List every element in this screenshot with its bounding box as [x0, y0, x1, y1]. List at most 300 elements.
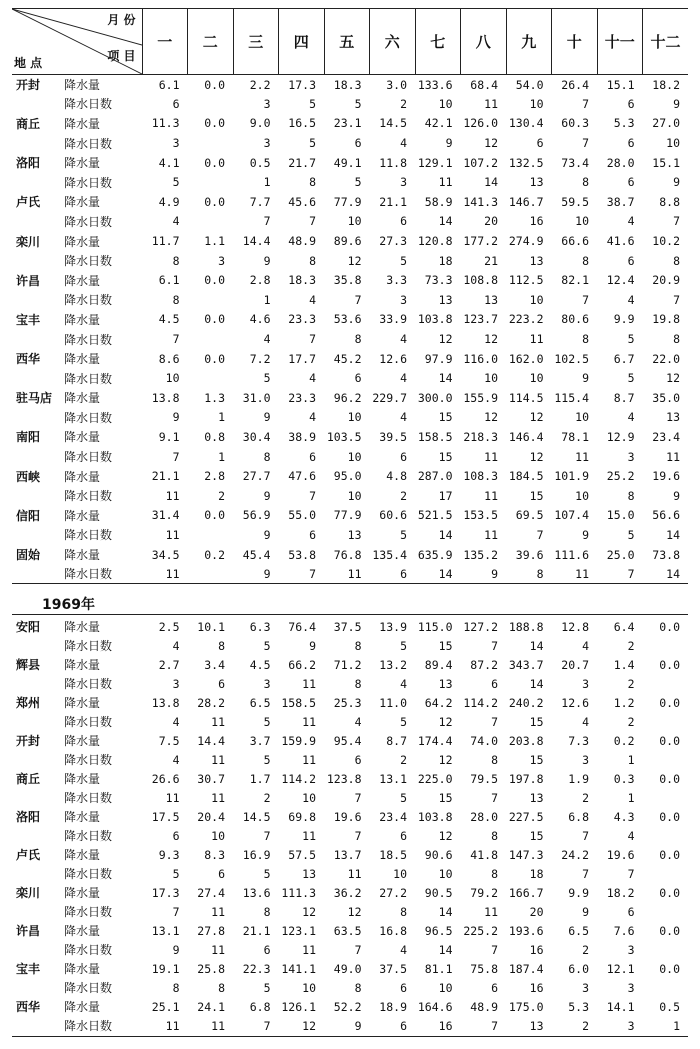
- days-value: 8: [673, 332, 680, 347]
- divider: [12, 614, 688, 615]
- precip-value: 4.5: [158, 312, 180, 327]
- precip-value: 129.1: [417, 155, 453, 170]
- days-value: 11: [575, 566, 589, 581]
- precip-value: 47.6: [288, 469, 316, 484]
- precip-value: 87.2: [470, 657, 498, 672]
- precip-value: 74.0: [470, 733, 498, 748]
- precip-value: 9.3: [158, 847, 180, 862]
- days-value: 4: [627, 828, 635, 843]
- days-value: 1: [218, 410, 225, 425]
- days-value: 13: [529, 175, 544, 190]
- days-value: 13: [302, 866, 316, 881]
- table-row: [12, 731, 688, 750]
- station-name: 驻马店: [16, 391, 53, 406]
- month-header: 八: [461, 9, 507, 75]
- days-value: 2: [263, 790, 271, 805]
- precip-value: 184.5: [508, 469, 544, 484]
- table-row: [12, 75, 688, 95]
- days-value: 8: [309, 253, 316, 268]
- table-row: [12, 978, 688, 997]
- table-row: [12, 388, 688, 408]
- precip-value: 141.3: [463, 194, 498, 209]
- precip-value: 343.7: [508, 657, 544, 672]
- table-row: [12, 310, 688, 330]
- station-name: [12, 447, 62, 467]
- item-precip-label: 降水量: [64, 962, 101, 976]
- station-name: 卢氏: [16, 195, 41, 210]
- table-row: [12, 712, 688, 731]
- precip-value: 225.2: [463, 923, 498, 938]
- precip-value: 7.7: [249, 194, 271, 209]
- days-value: 7: [582, 292, 589, 307]
- days-value: 3: [627, 942, 635, 957]
- precip-value: 28.0: [606, 155, 635, 170]
- precip-value: 0.0: [204, 77, 225, 92]
- precip-value: 81.1: [424, 961, 453, 976]
- days-value: [188, 290, 234, 310]
- days-value: 1: [263, 292, 271, 307]
- precip-value: 8.3: [204, 847, 225, 862]
- precip-value: 4.9: [158, 194, 180, 209]
- days-value: 16: [529, 980, 544, 995]
- days-value: 7: [627, 566, 635, 581]
- days-value: 11: [347, 866, 362, 881]
- table-row: [12, 408, 688, 428]
- days-value: 7: [263, 214, 271, 229]
- days-value: 6: [400, 449, 407, 464]
- item-days-label: 降水日数: [64, 829, 113, 843]
- days-value: 4: [172, 214, 180, 229]
- item-days-label: 降水日数: [64, 489, 113, 504]
- days-value: 7: [491, 714, 498, 729]
- month-header: 十二: [643, 9, 689, 75]
- days-value: 2: [627, 676, 635, 691]
- days-value: 7: [491, 638, 498, 653]
- station-name: 商丘: [16, 772, 41, 786]
- precip-value: 1.4: [613, 657, 635, 672]
- precip-value: 77.9: [333, 508, 362, 523]
- precip-value: 21.1: [151, 469, 180, 484]
- precip-value: 2.5: [158, 619, 180, 634]
- month-header: 四: [279, 9, 325, 75]
- precip-value: 114.2: [281, 771, 316, 786]
- days-value: 5: [354, 96, 362, 111]
- item-days-label: 降水日数: [64, 905, 113, 919]
- precip-value: 21.1: [242, 923, 271, 938]
- days-value: 11: [575, 449, 589, 464]
- item-precip-label: 降水量: [64, 620, 101, 634]
- days-value: 10: [438, 96, 453, 111]
- precip-value: 20.4: [197, 809, 225, 824]
- precip-value: 26.6: [151, 771, 180, 786]
- precip-value: 24.2: [561, 847, 589, 862]
- precip-value: 0.0: [659, 657, 680, 672]
- header-row: [12, 9, 688, 75]
- days-value: 7: [354, 790, 362, 805]
- precip-value: 89.6: [333, 234, 362, 249]
- days-value: [643, 902, 689, 921]
- precip-value: 0.0: [659, 809, 680, 824]
- days-value: 12: [302, 904, 316, 919]
- station-name: 栾川: [16, 234, 41, 249]
- days-value: 10: [165, 371, 180, 386]
- days-value: 16: [438, 1018, 453, 1033]
- precip-value: 38.9: [288, 429, 316, 444]
- days-value: 10: [529, 371, 544, 386]
- days-value: 3: [172, 136, 180, 151]
- corner-item-label: 项 目: [107, 49, 136, 63]
- days-value: 14: [438, 566, 453, 581]
- precip-value: 1.3: [204, 390, 225, 405]
- days-value: 10: [484, 371, 498, 386]
- table-row: [12, 349, 688, 369]
- days-value: 15: [529, 752, 544, 767]
- days-value: 8: [263, 449, 271, 464]
- month-header: 一: [142, 9, 188, 75]
- days-value: 5: [263, 638, 271, 653]
- precip-value: 0.0: [659, 771, 680, 786]
- table-row: [12, 270, 688, 290]
- station-name: [12, 290, 62, 310]
- precip-value: 9.0: [249, 116, 271, 131]
- precip-value: 2.8: [249, 273, 271, 288]
- days-value: 11: [484, 96, 498, 111]
- precip-value: 25.1: [151, 999, 180, 1014]
- days-value: 7: [172, 904, 180, 919]
- precip-value: 54.0: [515, 77, 544, 92]
- table-row: [12, 807, 688, 826]
- days-value: 11: [666, 449, 680, 464]
- precip-value: 20.7: [561, 657, 589, 672]
- precip-value: 10.1: [197, 619, 225, 634]
- precip-value: 82.1: [561, 273, 589, 288]
- station-name: [12, 674, 62, 693]
- precip-value: 101.9: [554, 469, 589, 484]
- precip-value: 23.3: [288, 312, 316, 327]
- precip-value: 8.7: [613, 390, 635, 405]
- days-value: 20: [484, 214, 498, 229]
- days-value: 7: [582, 136, 589, 151]
- days-value: 9: [673, 488, 680, 503]
- item-precip-label: 降水量: [64, 312, 101, 327]
- precip-value: 162.0: [508, 351, 544, 366]
- precip-value: 0.5: [659, 999, 680, 1014]
- days-value: 8: [582, 175, 589, 190]
- days-value: 9: [263, 488, 271, 503]
- precip-value: 25.3: [333, 695, 362, 710]
- precip-value: 123.1: [281, 923, 316, 938]
- days-value: 11: [302, 942, 316, 957]
- precip-value: 76.8: [333, 547, 362, 562]
- station-name: 郑州: [16, 696, 41, 710]
- days-value: 7: [354, 292, 362, 307]
- precip-value: 35.8: [333, 273, 362, 288]
- precip-value: 6.1: [158, 77, 180, 92]
- table-row: [12, 94, 688, 114]
- days-value: 4: [309, 410, 316, 425]
- days-value: 8: [263, 904, 271, 919]
- precip-value: 18.2: [652, 77, 680, 92]
- precip-value: 14.4: [197, 733, 225, 748]
- precip-value: 89.4: [424, 657, 453, 672]
- days-value: 11: [211, 904, 225, 919]
- item-days-label: 降水日数: [64, 371, 113, 386]
- days-value: 11: [484, 449, 498, 464]
- item-days-label: 降水日数: [64, 410, 113, 425]
- days-value: 12: [666, 371, 680, 386]
- days-value: 14: [484, 175, 498, 190]
- precip-value: 10.2: [652, 234, 680, 249]
- precip-value: 28.2: [197, 695, 225, 710]
- days-value: 7: [491, 942, 498, 957]
- days-value: 1: [263, 175, 271, 190]
- item-precip-label: 降水量: [64, 924, 101, 938]
- precip-value: 0.0: [659, 695, 680, 710]
- days-value: 9: [582, 371, 589, 386]
- days-value: 8: [218, 638, 225, 653]
- precip-value: 4.1: [158, 155, 180, 170]
- days-value: 10: [211, 828, 225, 843]
- days-value: 14: [438, 371, 453, 386]
- precip-value: 1.1: [204, 234, 225, 249]
- precip-value: 135.4: [372, 547, 407, 562]
- station-name: [12, 486, 62, 506]
- days-value: [188, 368, 234, 388]
- days-value: 11: [211, 714, 225, 729]
- precip-value: 4.5: [249, 657, 271, 672]
- station-name: 商丘: [16, 116, 41, 131]
- days-value: 6: [627, 175, 635, 190]
- days-value: 9: [673, 175, 680, 190]
- days-value: 11: [165, 488, 180, 503]
- item-precip-label: 降水量: [64, 156, 101, 171]
- station-name: 开封: [16, 734, 41, 748]
- days-value: 6: [354, 371, 362, 386]
- days-value: 11: [302, 714, 316, 729]
- precip-value: 127.2: [463, 619, 498, 634]
- days-value: 5: [400, 253, 407, 268]
- precip-value: 69.8: [288, 809, 316, 824]
- precip-value: 19.6: [333, 809, 362, 824]
- precip-value: 4.3: [613, 809, 635, 824]
- days-value: 13: [529, 790, 544, 805]
- precip-value: 12.6: [561, 695, 589, 710]
- precip-value: 0.0: [204, 312, 225, 327]
- days-value: 10: [347, 449, 362, 464]
- precip-value: 3.7: [249, 733, 271, 748]
- days-value: 2: [582, 1018, 589, 1033]
- table-row: [12, 114, 688, 134]
- station-name: [12, 750, 62, 769]
- precip-value: 146.7: [508, 194, 544, 209]
- precip-value: 42.1: [424, 116, 453, 131]
- days-value: 15: [529, 828, 544, 843]
- precip-value: 635.9: [417, 547, 453, 562]
- precip-value: 16.8: [379, 923, 407, 938]
- precip-value: 25.0: [606, 547, 635, 562]
- days-value: [643, 864, 689, 883]
- table-row: [12, 231, 688, 251]
- precip-value: 73.8: [652, 547, 680, 562]
- precip-value: 14.5: [242, 809, 271, 824]
- precip-value: 96.5: [424, 923, 453, 938]
- days-value: 4: [172, 752, 180, 767]
- item-days-label: 降水日数: [64, 715, 113, 729]
- precip-value: 166.7: [508, 885, 544, 900]
- table-row: [12, 447, 688, 467]
- precip-value: 27.8: [197, 923, 225, 938]
- precip-value: 45.6: [288, 194, 316, 209]
- days-value: 8: [627, 488, 635, 503]
- station-name: 安阳: [16, 620, 41, 634]
- days-value: 6: [627, 904, 635, 919]
- days-value: 9: [491, 566, 498, 581]
- precip-value: 24.1: [197, 999, 225, 1014]
- precip-value: 0.0: [204, 273, 225, 288]
- days-value: 3: [582, 752, 589, 767]
- month-header: 三: [233, 9, 279, 75]
- days-value: 4: [309, 292, 316, 307]
- precip-value: 0.0: [659, 961, 680, 976]
- days-value: 12: [438, 332, 453, 347]
- precip-value: 23.3: [288, 390, 316, 405]
- precip-value: 6.7: [613, 351, 635, 366]
- corner-month-label: 月 份: [107, 13, 136, 27]
- precipitation-table-1: [12, 8, 688, 584]
- precip-value: 17.3: [288, 77, 316, 92]
- precip-value: 41.6: [606, 234, 635, 249]
- station-name: 南阳: [16, 430, 41, 445]
- days-value: 10: [438, 980, 453, 995]
- table-row: [12, 997, 688, 1016]
- precip-value: 35.0: [652, 390, 680, 405]
- station-name: [12, 251, 62, 271]
- precip-value: 9.9: [568, 885, 589, 900]
- days-value: 2: [400, 488, 407, 503]
- days-value: 2: [400, 96, 407, 111]
- precip-value: 34.5: [151, 547, 180, 562]
- precip-value: 56.9: [242, 508, 271, 523]
- days-value: 9: [263, 566, 271, 581]
- precip-value: 13.6: [242, 885, 271, 900]
- precip-value: 174.4: [417, 733, 453, 748]
- precip-value: 141.1: [281, 961, 316, 976]
- days-value: 8: [582, 332, 589, 347]
- item-precip-label: 降水量: [64, 1000, 101, 1014]
- days-value: [188, 133, 234, 153]
- item-precip-label: 降水量: [64, 734, 101, 748]
- station-name: 信阳: [16, 508, 41, 523]
- days-value: 5: [172, 866, 180, 881]
- days-value: 4: [627, 410, 635, 425]
- precip-value: 68.4: [470, 77, 498, 92]
- precip-value: 15.0: [606, 508, 635, 523]
- precip-value: 0.2: [204, 547, 225, 562]
- precip-value: 107.2: [463, 155, 498, 170]
- table-section-2: [12, 617, 688, 1035]
- precip-value: 126.0: [463, 116, 498, 131]
- days-value: 3: [172, 676, 180, 691]
- precip-value: 3.4: [204, 657, 225, 672]
- item-days-label: 降水日数: [64, 175, 113, 190]
- days-value: 9: [263, 527, 271, 542]
- precip-value: 223.2: [508, 312, 544, 327]
- precip-value: 3.3: [386, 273, 407, 288]
- precip-value: 63.5: [333, 923, 362, 938]
- precip-value: 11.7: [151, 234, 180, 249]
- precip-value: 227.5: [508, 809, 544, 824]
- days-value: 8: [172, 980, 180, 995]
- precip-value: 147.3: [508, 847, 544, 862]
- days-value: 3: [582, 980, 589, 995]
- precip-value: 155.9: [463, 390, 498, 405]
- days-value: 12: [484, 136, 498, 151]
- table-row: [12, 636, 688, 655]
- precipitation-table-2: [12, 617, 688, 1035]
- precip-value: 11.8: [379, 155, 407, 170]
- days-value: 6: [172, 96, 180, 111]
- item-precip-label: 降水量: [64, 116, 101, 131]
- precip-value: 41.8: [470, 847, 498, 862]
- days-value: 2: [582, 790, 589, 805]
- days-value: 6: [400, 214, 407, 229]
- days-value: 5: [172, 175, 180, 190]
- item-days-label: 降水日数: [64, 639, 113, 653]
- precip-value: 45.2: [333, 351, 362, 366]
- item-days-label: 降水日数: [64, 943, 113, 957]
- days-value: 3: [627, 980, 635, 995]
- item-days-label: 降水日数: [64, 981, 113, 995]
- precip-value: 79.5: [470, 771, 498, 786]
- precip-value: 225.0: [417, 771, 453, 786]
- precip-value: 97.9: [424, 351, 453, 366]
- days-value: 4: [400, 136, 407, 151]
- item-precip-label: 降水量: [64, 886, 101, 900]
- days-value: 7: [309, 566, 316, 581]
- days-value: 5: [627, 527, 635, 542]
- precip-value: 58.9: [424, 194, 453, 209]
- days-value: 11: [165, 566, 180, 581]
- precip-value: 1.2: [613, 695, 635, 710]
- table-row: [12, 564, 688, 584]
- precip-value: 130.4: [508, 116, 544, 131]
- days-value: 11: [211, 942, 225, 957]
- precip-value: 16.9: [242, 847, 271, 862]
- days-value: [188, 94, 234, 114]
- table-body-2: [12, 617, 688, 1035]
- days-value: 11: [484, 488, 498, 503]
- days-value: 14: [438, 942, 453, 957]
- precip-value: 12.4: [606, 273, 635, 288]
- precip-value: 114.5: [508, 390, 544, 405]
- days-value: 6: [400, 980, 407, 995]
- precip-value: 11.3: [151, 116, 180, 131]
- days-value: 17: [438, 488, 453, 503]
- precip-value: 0.0: [204, 351, 225, 366]
- precip-value: 25.8: [197, 961, 225, 976]
- precip-value: 19.8: [652, 312, 680, 327]
- days-value: 10: [575, 410, 589, 425]
- precip-value: 158.5: [417, 429, 453, 444]
- precip-value: 0.0: [204, 508, 225, 523]
- days-value: 7: [263, 1018, 271, 1033]
- item-precip-label: 降水量: [64, 772, 101, 786]
- station-name: 宝丰: [16, 312, 41, 327]
- days-value: 11: [302, 828, 316, 843]
- item-precip-label: 降水量: [64, 848, 101, 862]
- days-value: 11: [347, 566, 362, 581]
- table-row: [12, 959, 688, 978]
